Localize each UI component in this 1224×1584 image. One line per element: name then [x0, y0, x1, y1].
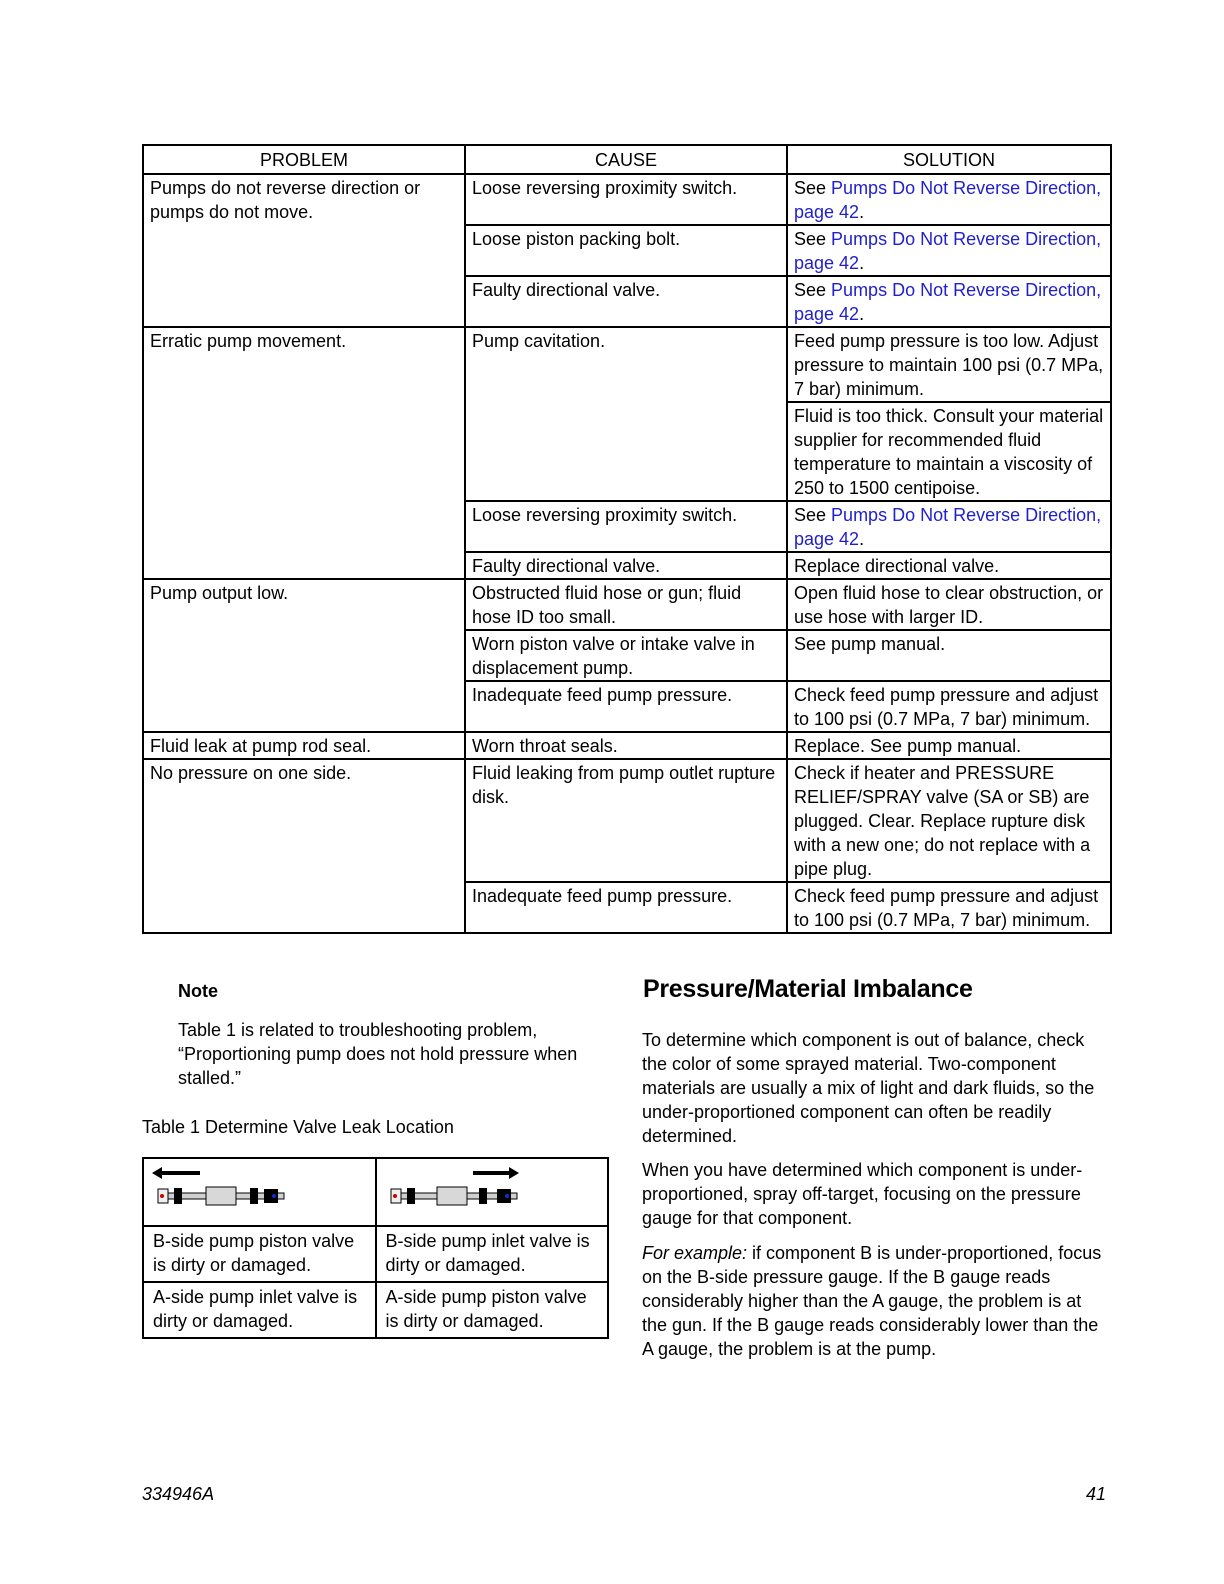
solution-cell: Fluid is too thick. Consult your material supplier for recommended fluid temperature to maintain a viscosity of 250 to 1500 centipoise. — [787, 402, 1111, 501]
imbalance-paragraph-2: When you have determined which component is under-proportioned, spray off-target, focusing on the pressure gauge for that component. — [642, 1160, 1083, 1228]
pump-moving-left-diagram — [150, 1163, 290, 1209]
table-row — [143, 732, 1111, 759]
valve-cell: A-side pump piston valve is dirty or damaged. — [376, 1282, 609, 1338]
table-header-row — [143, 145, 1111, 174]
cause-cell: Loose reversing proximity switch. — [465, 501, 787, 552]
cause-cell: Inadequate feed pump pressure. — [465, 882, 787, 933]
period: . — [859, 529, 865, 549]
cause-cell: Faulty directional valve. — [465, 276, 787, 327]
solution-cell — [787, 225, 1111, 276]
cause-cell: Obstructed fluid hose or gun; fluid hose ID too small. — [465, 579, 787, 630]
table-row — [143, 759, 1111, 882]
see-prefix: See — [794, 280, 827, 300]
period: . — [859, 304, 865, 324]
link-pumps-do-not-reverse[interactable]: Pumps Do Not Reverse Direction, page 42 — [794, 505, 1102, 549]
problem-cell: Erratic pump movement. — [143, 327, 465, 579]
header-cause: CAUSE — [465, 145, 787, 174]
solution-cell — [787, 501, 1111, 552]
solution-cell: Check feed pump pressure and adjust to 100 psi (0.7 MPa, 7 bar) minimum. — [787, 681, 1111, 732]
valve-cell: B-side pump piston valve is dirty or damaged. — [143, 1226, 376, 1282]
valve-cell: B-side pump inlet valve is dirty or damaged. — [376, 1226, 609, 1282]
header-solution: SOLUTION — [787, 145, 1111, 174]
pump-diagram-right-cell — [376, 1158, 609, 1226]
table1-caption: Table 1 Determine Valve Leak Location — [142, 1117, 454, 1137]
cause-cell: Pump cavitation. — [465, 327, 787, 501]
table-row — [143, 174, 1111, 225]
valve-leak-table — [142, 1157, 609, 1339]
valve-cell: A-side pump inlet valve is dirty or damaged. — [143, 1282, 376, 1338]
cause-cell: Worn throat seals. — [465, 732, 787, 759]
cause-cell: Loose reversing proximity switch. — [465, 174, 787, 225]
cause-cell: Loose piston packing bolt. — [465, 225, 787, 276]
solution-cell: Replace directional valve. — [787, 552, 1111, 579]
solution-cell: Open fluid hose to clear obstruction, or use hose with larger ID. — [787, 579, 1111, 630]
solution-cell: Replace. See pump manual. — [787, 732, 1111, 759]
solution-cell: See pump manual. — [787, 630, 1111, 681]
period: . — [859, 202, 865, 222]
section-heading: Pressure/Material Imbalance — [643, 975, 973, 1003]
cause-cell: Inadequate feed pump pressure. — [465, 681, 787, 732]
pump-moving-right-diagram — [383, 1163, 523, 1209]
solution-cell: Check if heater and PRESSURE RELIEF/SPRAY valve (SA or SB) are plugged. Clear. Replace rupture disk with a new one; do not replace with a pipe plug. — [787, 759, 1111, 882]
example-text: if component B is under-proportioned, focus on the B-side pressure gauge. If the B gauge reads considerably higher than the A gauge, the problem is at the gun. If the B gauge reads considerably lower than the A gauge, the problem is at the pump. — [642, 1243, 1102, 1359]
problem-cell: Pump output low. — [143, 579, 465, 732]
link-pumps-do-not-reverse[interactable]: Pumps Do Not Reverse Direction, page 42 — [794, 280, 1102, 324]
diagram-row — [143, 1158, 608, 1226]
arrow-right-icon — [473, 1167, 519, 1179]
see-prefix: See — [794, 505, 827, 525]
link-pumps-do-not-reverse[interactable]: Pumps Do Not Reverse Direction, page 42 — [794, 229, 1102, 273]
solution-cell — [787, 174, 1111, 225]
table-row — [143, 1282, 608, 1338]
pump-diagram-left-cell — [143, 1158, 376, 1226]
arrow-left-icon — [152, 1167, 200, 1179]
solution-cell — [787, 276, 1111, 327]
troubleshooting-table — [142, 144, 1112, 934]
table-row — [143, 579, 1111, 630]
example-lead: For example: — [642, 1243, 748, 1263]
link-pumps-do-not-reverse[interactable]: Pumps Do Not Reverse Direction, page 42 — [794, 178, 1102, 222]
note-body: Table 1 is related to troubleshooting problem, “Proportioning pump does not hold pressure when stalled.” — [178, 1020, 578, 1088]
solution-cell: Check feed pump pressure and adjust to 100 psi (0.7 MPa, 7 bar) minimum. — [787, 882, 1111, 933]
imbalance-paragraph-3 — [642, 1241, 1104, 1361]
problem-cell: No pressure on one side. — [143, 759, 465, 933]
see-prefix: See — [794, 229, 827, 249]
see-prefix: See — [794, 178, 827, 198]
table-row — [143, 327, 1111, 402]
page-number: 41 — [1086, 1484, 1107, 1504]
header-problem: PROBLEM — [143, 145, 465, 174]
note-title: Note — [178, 981, 218, 1001]
cause-cell: Faulty directional valve. — [465, 552, 787, 579]
period: . — [859, 253, 865, 273]
imbalance-paragraph-1: To determine which component is out of balance, check the color of some sprayed material. Two-component materials are usually a mix of light and dark fluids, so the under-proportioned component can often be readily determined. — [642, 1030, 1095, 1146]
cause-cell: Worn piston valve or intake valve in displacement pump. — [465, 630, 787, 681]
solution-cell: Feed pump pressure is too low. Adjust pressure to maintain 100 psi (0.7 MPa, 7 bar) minimum. — [787, 327, 1111, 402]
problem-cell: Fluid leak at pump rod seal. — [143, 732, 465, 759]
table-row — [143, 1226, 608, 1282]
cause-cell: Fluid leaking from pump outlet rupture disk. — [465, 759, 787, 882]
problem-cell: Pumps do not reverse direction or pumps do not move. — [143, 174, 465, 327]
document-number: 334946A — [142, 1484, 215, 1504]
